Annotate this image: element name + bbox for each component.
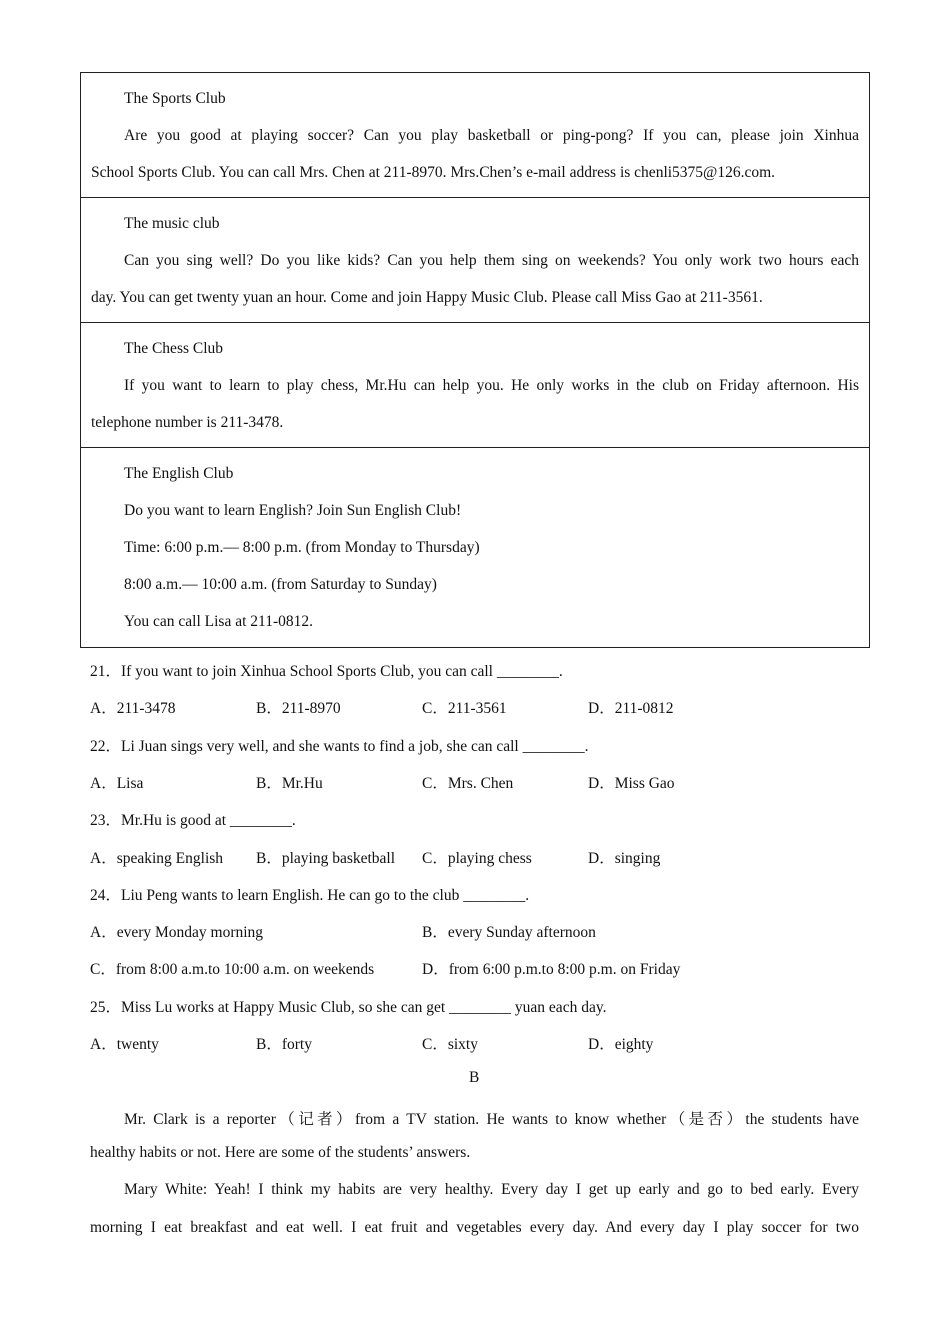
section-b-line-2: healthy habits or not. Here are some of the students’ answers. xyxy=(90,1144,471,1161)
english-club-text-line-1: Do you want to learn English? Join Sun English Club! xyxy=(124,502,462,519)
question-22-option-d: D．Miss Gao xyxy=(588,775,675,792)
section-b-heading: B xyxy=(469,1069,480,1086)
english-club-text-line-2: Time: 6:00 p.m.— 8:00 p.m. (from Monday to Thursday) xyxy=(124,539,480,556)
chess-club-title: The Chess Club xyxy=(124,340,224,357)
question-23-option-c: C．playing chess xyxy=(422,850,532,867)
music-club-title: The music club xyxy=(124,215,220,232)
music-club-text-line-1: Can you sing well? Do you like kids? Can you help them sing on weekends? You only work two hours each xyxy=(124,252,859,269)
question-24-option-d: D．from 6:00 p.m.to 8:00 p.m. on Friday xyxy=(422,961,681,978)
english-club-title: The English Club xyxy=(124,465,234,482)
question-22-option-b: B．Mr.Hu xyxy=(256,775,323,792)
question-21-option-c: C．211-3561 xyxy=(422,700,507,717)
question-24-option-a: A．every Monday morning xyxy=(90,924,264,941)
question-22-option-a: A．Lisa xyxy=(90,775,144,792)
question-25-option-c: C．sixty xyxy=(422,1036,478,1053)
chess-club-box xyxy=(80,322,870,448)
chess-club-text-line-1: If you want to learn to play chess, Mr.Hu can help you. He only works in the club on Friday afternoon. His xyxy=(124,377,859,394)
section-b-line-3: Mary White: Yeah! I think my habits are very healthy. Every day I get up early and go to bed early. Every xyxy=(124,1181,859,1198)
question-22-option-c: C．Mrs. Chen xyxy=(422,775,514,792)
question-23-option-b: B．playing basketball xyxy=(256,850,396,867)
section-b-line-4: morning I eat breakfast and eat well. I eat fruit and vegetables every day. And every day I play soccer for two xyxy=(90,1219,859,1236)
sports-club-box xyxy=(80,72,870,198)
question-25-option-b: B．forty xyxy=(256,1036,312,1053)
question-23-option-d: D．singing xyxy=(588,850,661,867)
question-25-option-a: A．twenty xyxy=(90,1036,159,1053)
music-club-text-line-2: day. You can get twenty yuan an hour. Come and join Happy Music Club. Please call Miss Gao at 211-3561. xyxy=(91,289,763,306)
sports-club-text-line-2: School Sports Club. You can call Mrs. Chen at 211-8970. Mrs.Chen’s e-mail address is chenli5375@126.com. xyxy=(91,164,776,181)
english-club-text-line-4: You can call Lisa at 211-0812. xyxy=(124,613,313,630)
section-b-line-1: Mr. Clark is a reporter（记者）from a TV station. He wants to know whether（是否）the students have xyxy=(124,1111,859,1128)
question-24-stem: 24．Liu Peng wants to learn English. He can go to the club ________. xyxy=(90,887,530,904)
sports-club-text-line-1: Are you good at playing soccer? Can you play basketball or ping-pong? If you can, please join Xinhua xyxy=(124,127,859,144)
question-21-stem: 21．If you want to join Xinhua School Sports Club, you can call ________. xyxy=(90,663,563,680)
chess-club-text-line-2: telephone number is 211-3478. xyxy=(91,414,284,431)
question-21-option-d: D．211-0812 xyxy=(588,700,674,717)
question-23-option-a: A．speaking English xyxy=(90,850,224,867)
question-25-stem: 25．Miss Lu works at Happy Music Club, so she can get ________ yuan each day. xyxy=(90,999,607,1016)
english-club-box xyxy=(80,447,870,648)
question-24-option-c: C．from 8:00 a.m.to 10:00 a.m. on weekends xyxy=(90,961,375,978)
question-22-stem: 22．Li Juan sings very well, and she wants to find a job, she can call ________. xyxy=(90,738,589,755)
sports-club-title: The Sports Club xyxy=(124,90,226,107)
question-25-option-d: D．eighty xyxy=(588,1036,654,1053)
music-club-box xyxy=(80,197,870,323)
question-21-option-b: B．211-8970 xyxy=(256,700,341,717)
english-club-text-line-3: 8:00 a.m.— 10:00 a.m. (from Saturday to Sunday) xyxy=(124,576,437,593)
question-24-option-b: B．every Sunday afternoon xyxy=(422,924,596,941)
question-21-option-a: A．211-3478 xyxy=(90,700,176,717)
question-23-stem: 23．Mr.Hu is good at ________. xyxy=(90,812,296,829)
